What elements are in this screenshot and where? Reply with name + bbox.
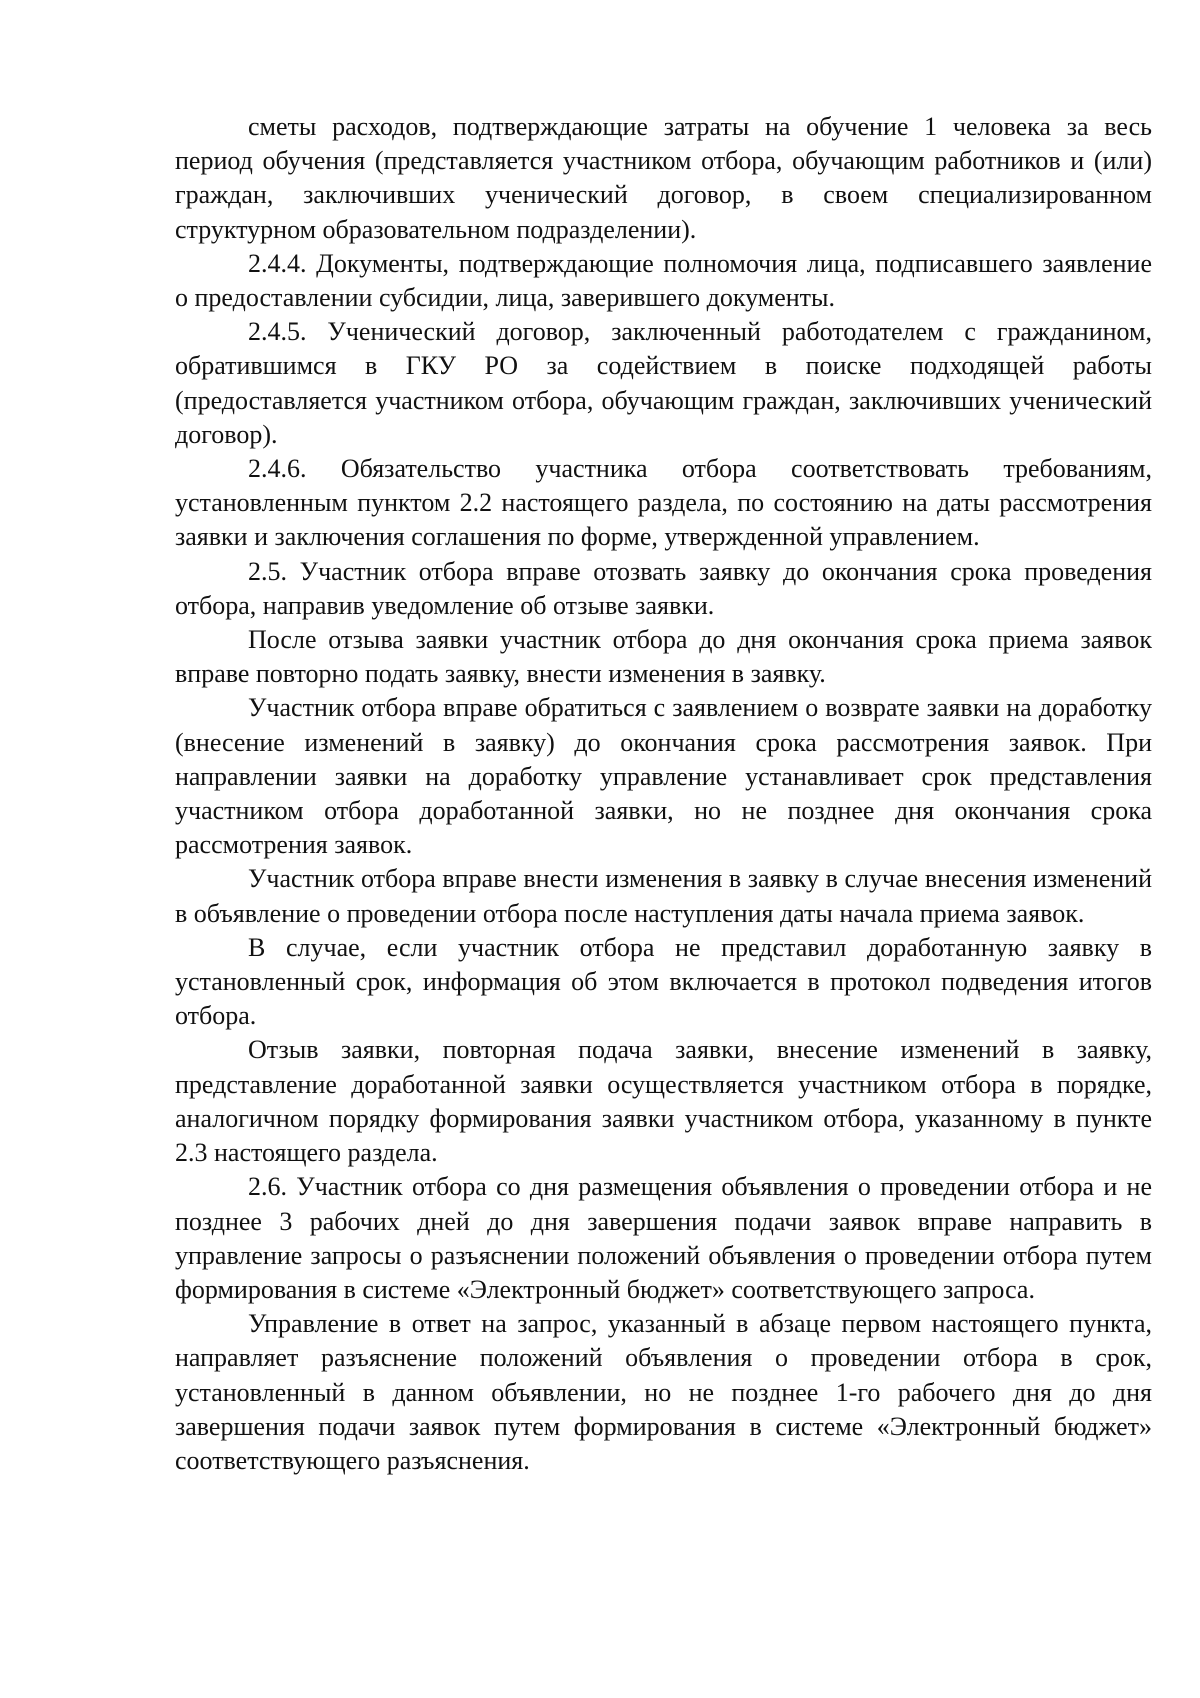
paragraph-2-4-4: 2.4.4. Документы, подтверждающие полномочия лица, подписавшего заявление о предоставлении субсидии, лица, заверившего документы. xyxy=(175,248,1152,313)
paragraph-2-6: 2.6. Участник отбора со дня размещения объявления о проведении отбора и не позднее 3 рабочих дней до дня завершения подачи заявок вправе направить в управление запросы о разъяснении положений объявления о проведении отбора путем формирования в системе «Электронный бюджет» соответствующего запроса. xyxy=(175,1172,1152,1304)
paragraph-2-4-5: 2.4.5. Ученический договор, заключенный работодателем с гражданином, обратившимся в ГКУ РО за содействием в поиске подходящей работы (предоставляется участником отбора, обучающим граждан, заключивших ученический договор). xyxy=(175,317,1152,449)
paragraph-return-for-revision: Участник отбора вправе обратиться с заявлением о возврате заявки на доработку (внесение изменений в заявку) до окончания срока рассмотрения заявок. При направлении заявки на доработку управление устанавливает срок представления участником отбора доработанной заявки, но не позднее дня окончания срока рассмотрения заявок. xyxy=(175,693,1152,860)
paragraph-management-response: Управление в ответ на запрос, указанный в абзаце первом настоящего пункта, направляет разъяснение положений объявления о проведении отбора в срок, установленный в данном объявлении, но не позднее 1-го рабочего дня до дня завершения подачи заявок путем формирования в системе «Электронный бюджет» соответствующего разъяснения. xyxy=(175,1309,1152,1475)
paragraph-2-4-6: 2.4.6. Обязательство участника отбора соответствовать требованиям, установленным пунктом 2.2 настоящего раздела, по состоянию на даты рассмотрения заявки и заключения соглашения по форме, утвержденной управлением. xyxy=(175,454,1152,552)
document-body xyxy=(175,110,1152,1478)
paragraph-changes-to-application: Участник отбора вправе внести изменения в заявку в случае внесения изменений в объявление о проведении отбора после наступления даты начала приема заявок. xyxy=(175,864,1152,928)
paragraph-not-submitted: В случае, если участник отбора не представил доработанную заявку в установленный срок, информация об этом включается в протокол подведения итогов отбора. xyxy=(175,932,1152,1031)
paragraph-withdrawal-procedure: Отзыв заявки, повторная подача заявки, внесение изменений в заявку, представление доработанной заявки осуществляется участником отбора в порядке, аналогичном порядку формирования заявки участником отбора, указанному в пункте 2.3 настоящего раздела. xyxy=(175,1035,1152,1168)
paragraph-after-withdrawal: После отзыва заявки участник отбора до дня окончания срока приема заявок вправе повторно подать заявку, внести изменения в заявку. xyxy=(175,625,1152,689)
paragraph-2-5: 2.5. Участник отбора вправе отозвать заявку до окончания срока проведения отбора, направив уведомление об отзыве заявки. xyxy=(175,556,1152,620)
paragraph-estimates-continuation: сметы расходов, подтверждающие затраты на обучение 1 человека за весь период обучения (представляется участником отбора, обучающим работников и (или) граждан, заключивших ученический договор, в своем специализированном структурном образовательном подразделении). xyxy=(175,112,1152,244)
